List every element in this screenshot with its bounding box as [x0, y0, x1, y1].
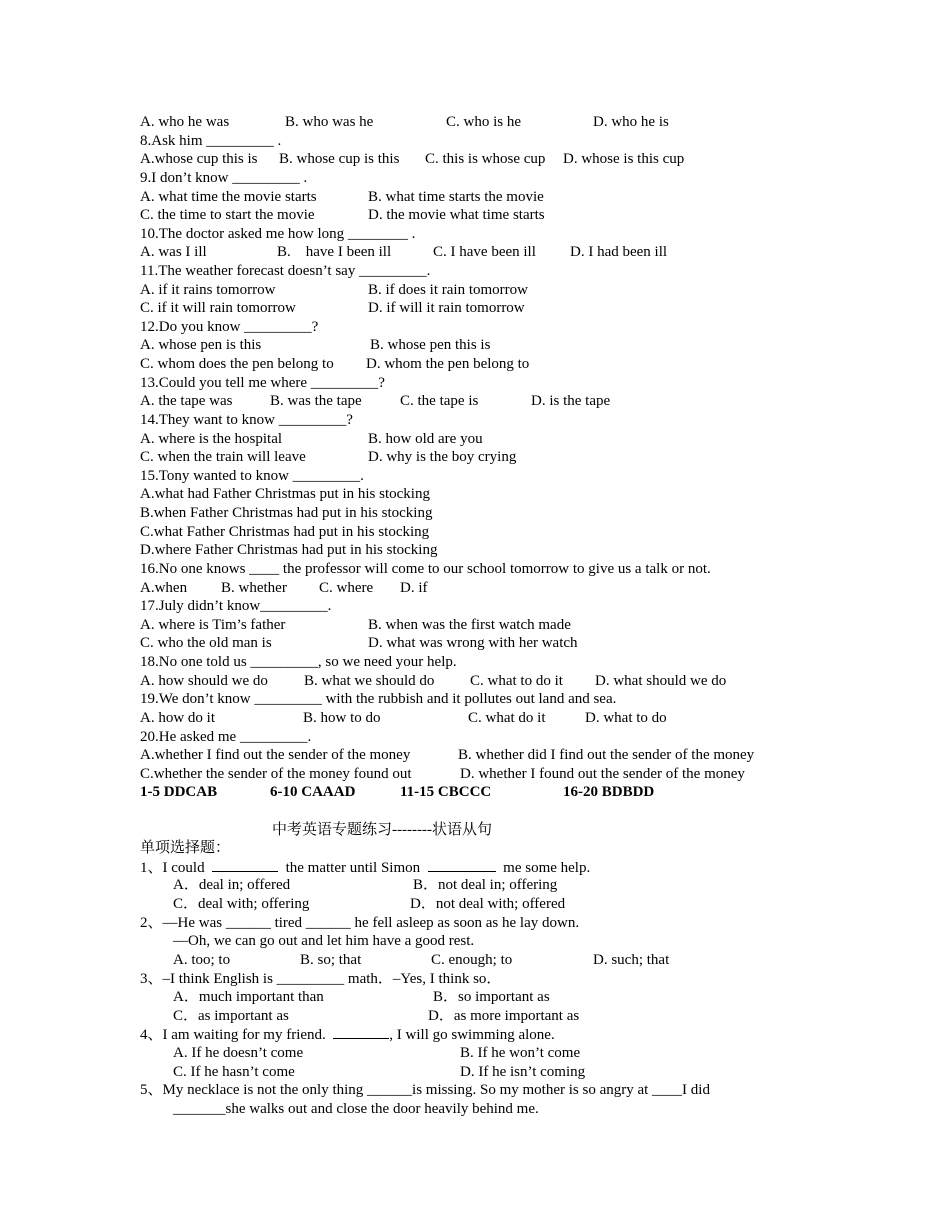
- options-row: [0, 448, 950, 467]
- option: D. such; that: [593, 951, 670, 968]
- options-row: [0, 430, 950, 449]
- option: D. if will it rain tomorrow: [368, 300, 525, 317]
- options-row: [0, 746, 950, 765]
- option: A. who he was: [140, 114, 230, 130]
- question-line: A.what had Father Christmas put in his stocking: [140, 486, 430, 503]
- option: A. whose pen is this: [140, 337, 262, 354]
- options-row: [0, 392, 950, 411]
- option: C. where: [319, 579, 374, 596]
- options-row: [0, 206, 950, 225]
- question-continuation: _______she walks out and close the door heavily behind me.: [173, 1100, 539, 1117]
- option: C. if it will rain tomorrow: [140, 300, 296, 317]
- question-line: 3、–I think English is _________ math．–Yes, I think so．: [140, 970, 502, 987]
- option: D. what was wrong with her watch: [368, 635, 578, 652]
- option: C．as important as: [173, 1007, 289, 1024]
- question-line: D.where Father Christmas had put in his stocking: [140, 542, 438, 559]
- option: B．not deal in; offering: [413, 877, 558, 894]
- question-line: 单项选择题：: [140, 840, 231, 857]
- question-line: 20.He asked me _________.: [140, 728, 312, 745]
- option: C. If he hasn’t come: [173, 1063, 295, 1080]
- question-text: 1、I could: [140, 859, 213, 876]
- option: B. when was the first watch made: [368, 616, 571, 633]
- options-row: [0, 113, 950, 132]
- options-row: [0, 299, 950, 318]
- option: C. enough; to: [431, 951, 513, 968]
- option: A.whose cup this is: [140, 151, 258, 168]
- option: A. how should we do: [140, 672, 268, 689]
- option: A. where is the hospital: [140, 430, 283, 447]
- option: B. whether: [221, 579, 287, 596]
- option: C. when the train will leave: [140, 449, 306, 466]
- answer-key: 1-5 DDCAB: [140, 784, 218, 801]
- option: D. If he isn’t coming: [460, 1063, 586, 1080]
- option: B. if does it rain tomorrow: [368, 281, 528, 298]
- option: D. the movie what time starts: [368, 207, 545, 224]
- option: D. what to do: [585, 709, 667, 726]
- option: B. whose cup is this: [279, 151, 400, 168]
- option: B. who was he: [285, 114, 374, 130]
- options-row: [0, 188, 950, 207]
- answer-blank: [212, 858, 278, 872]
- options-row: [0, 616, 950, 635]
- option: D. is the tape: [531, 393, 611, 410]
- question-line: 17.July didn’t know_________.: [140, 598, 332, 615]
- option: A. where is Tim’s father: [140, 616, 286, 633]
- option: C．deal with; offering: [173, 896, 310, 912]
- option: D．as more important as: [428, 1007, 580, 1024]
- question-line: 10.The doctor asked me how long ________ .: [140, 225, 416, 242]
- answer-key: 11-15 CBCCC: [400, 784, 492, 801]
- options-row: [0, 579, 950, 598]
- options-row: [0, 1044, 950, 1063]
- answer-key: 16-20 BDBDD: [563, 784, 655, 801]
- options-row: [0, 988, 950, 1007]
- option: C. this is whose cup: [425, 151, 546, 168]
- options-row: [0, 336, 950, 355]
- option: A. too; to: [173, 951, 231, 968]
- option: D. whether I found out the sender of the money: [460, 765, 745, 782]
- answer-key: 6-10 CAAAD: [270, 784, 356, 801]
- option: D. what should we do: [595, 672, 727, 689]
- options-row: [0, 355, 950, 374]
- question-text: me some help.: [495, 859, 591, 876]
- option: C. the time to start the movie: [140, 207, 315, 224]
- option: B. what time starts the movie: [368, 188, 544, 205]
- options-row: [0, 876, 950, 895]
- option: C. what to do it: [470, 672, 563, 689]
- options-row: [0, 672, 950, 691]
- option: C. whom does the pen belong to: [140, 356, 334, 373]
- question-line: 13.Could you tell me where _________?: [140, 374, 385, 391]
- option: A. If he doesn’t come: [173, 1045, 304, 1061]
- question-line: 18.No one told us _________, so we need your help.: [140, 654, 457, 670]
- options-row: [0, 709, 950, 728]
- question-line: [140, 1025, 555, 1044]
- answer-blank: [333, 1025, 389, 1039]
- option: B. have I been ill: [277, 244, 392, 261]
- options-row: [0, 765, 950, 784]
- option: D. whom the pen belong to: [366, 356, 530, 373]
- option: A.when: [140, 579, 188, 596]
- question-line: B.when Father Christmas had put in his stocking: [140, 505, 433, 521]
- question-line: 11.The weather forecast doesn’t say _________.: [140, 263, 431, 279]
- question-line: [140, 858, 590, 877]
- option: B. whether did I find out the sender of the money: [458, 747, 755, 764]
- answer-key-row: [0, 783, 950, 802]
- question-line: 9.I don’t know _________ .: [140, 169, 308, 186]
- question-line: 8.Ask him _________ .: [140, 132, 282, 149]
- section-heading: 中考英语专题练习--------状语从句: [272, 821, 492, 838]
- question-text: the matter until Simon: [278, 859, 428, 876]
- option: B. so; that: [300, 951, 362, 968]
- question-text: , I will go swimming alone.: [389, 1027, 555, 1044]
- option: A. if it rains tomorrow: [140, 281, 276, 298]
- option: A．deal in; offered: [173, 877, 291, 894]
- option: C. I have been ill: [433, 244, 536, 261]
- question-continuation: —Oh, we can go out and let him have a good rest.: [173, 933, 475, 950]
- options-row: [0, 895, 950, 914]
- options-row: [0, 281, 950, 300]
- option: B. what we should do: [304, 672, 435, 689]
- option: D. why is the boy crying: [368, 449, 517, 466]
- question-line: 12.Do you know _________?: [140, 318, 319, 335]
- option: B. If he won’t come: [460, 1045, 581, 1061]
- question-line: 15.Tony wanted to know _________.: [140, 467, 364, 484]
- option: C. what do it: [468, 709, 546, 726]
- question-line: 14.They want to know _________?: [140, 411, 353, 428]
- question-line: 2、—He was ______ tired ______ he fell asleep as soon as he lay down.: [140, 914, 580, 931]
- option: D. whose is this cup: [563, 151, 685, 168]
- option: A.whether I find out the sender of the money: [140, 747, 411, 764]
- option: C.whether the sender of the money found out: [140, 765, 412, 782]
- option: D．not deal with; offered: [410, 896, 566, 912]
- option: B．so important as: [433, 989, 550, 1006]
- option: D. if: [400, 579, 428, 596]
- option: D. who he is: [593, 114, 669, 130]
- option: B. was the tape: [270, 393, 362, 410]
- options-row: [0, 634, 950, 653]
- option: A．much important than: [173, 989, 324, 1006]
- option: A. was I ill: [140, 244, 207, 261]
- question-line: C.what Father Christmas had put in his stocking: [140, 523, 430, 540]
- options-row: [0, 1007, 950, 1026]
- question-line: 19.We don’t know _________ with the rubbish and it pollutes out land and sea.: [140, 691, 617, 708]
- option: D. I had been ill: [570, 244, 668, 261]
- option: C. who is he: [446, 114, 521, 130]
- option: B. whose pen this is: [370, 337, 491, 354]
- options-row: [0, 150, 950, 169]
- options-row: [0, 243, 950, 262]
- option: A. how do it: [140, 709, 215, 726]
- option: C. who the old man is: [140, 635, 272, 652]
- option: A. the tape was: [140, 393, 233, 410]
- question-line: 16.No one knows ____ the professor will come to our school tomorrow to give us a talk or not.: [140, 560, 711, 577]
- option: B. how to do: [303, 709, 381, 726]
- option: A. what time the movie starts: [140, 188, 317, 205]
- answer-blank: [428, 858, 496, 872]
- options-row: [0, 1063, 950, 1082]
- question-text: 4、I am waiting for my friend.: [140, 1027, 334, 1044]
- question-line: 5、My necklace is not the only thing ______is missing. So my mother is so angry at ____I did: [140, 1082, 710, 1099]
- option: C. the tape is: [400, 393, 479, 410]
- options-row: [0, 951, 950, 970]
- option: B. how old are you: [368, 430, 483, 447]
